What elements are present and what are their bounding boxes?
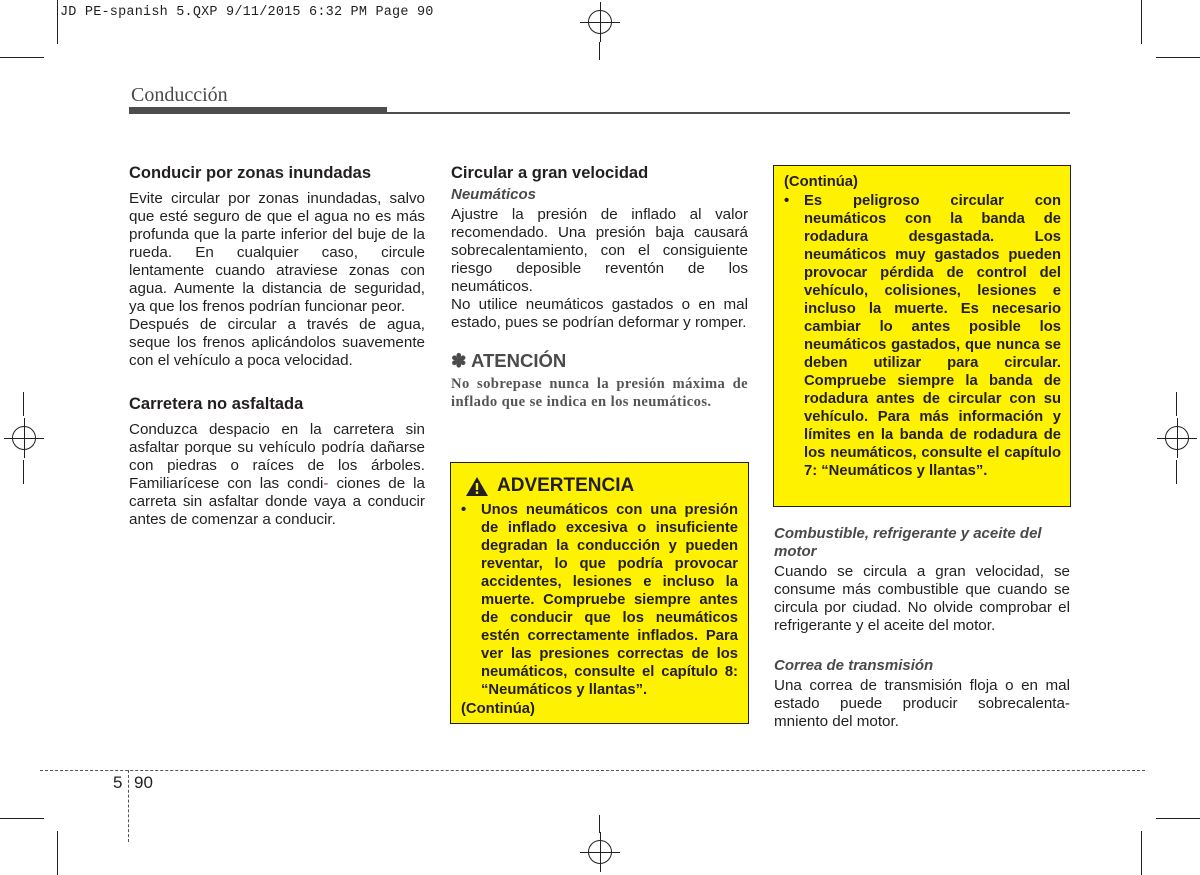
registration-tick	[23, 460, 24, 484]
crop-mark	[57, 0, 58, 44]
crop-mark	[1141, 831, 1142, 875]
warning-bullet-item	[461, 501, 738, 699]
registration-tick	[599, 42, 600, 60]
paragraph-part: ciones de la carreta sin asfaltar donde vaya a conducir antes de comenzar a conducir.	[129, 475, 425, 528]
column-left	[129, 163, 425, 529]
attention-title: ATENCIÓN	[470, 350, 567, 371]
registration-tick	[1176, 460, 1177, 484]
warning-text: Es peligroso circular con neumáticos con la banda de rodadura desgastada. Los neumáticos muy gastados pueden provocar pérdida de control del vehículo, colisiones, lesiones e incluso la muerte. Es necesario cambiar lo antes posible los neumáticos gastados, que nunca se deben utilizar para circular. Compruebe siempre la banda de rodadura antes de circular con su vehículo. Para más información y límites en la banda de rodadura de los neumáticos, consulte el capítulo 7: “Neumáticos y llantas”.	[804, 193, 1061, 479]
warning-header	[465, 475, 634, 497]
page-number: 90	[134, 773, 153, 792]
bullet: •	[784, 193, 790, 209]
registration-mark-icon	[1157, 418, 1197, 458]
crop-mark	[1141, 0, 1142, 44]
attention-icon: ✽	[451, 350, 467, 371]
paragraph: Cuando se circula a gran velocidad, se consume más combustible que cuando se circula por ciudad. No olvide comprobar el refrigerante y el aceite del motor.	[774, 563, 1070, 634]
header-rule-thick	[129, 107, 387, 114]
registration-mark-icon	[580, 2, 620, 42]
section-title: Conducción	[131, 84, 228, 106]
paragraph: Después de circular a través de agua, seque los frenos aplicándolos suavemente con el vehículo a poca velocidad.	[129, 316, 425, 369]
continued-label: (Continúa)	[784, 174, 858, 190]
warning-text: Unos neumáticos con una presión de inflado excesiva o insuficiente degradan la conducción y pueden reventar, lo que podría provocar accidentes, lesiones e incluso la muerte. Compruebe siempre antes de conducir que los neumáticos estén correctamente inflados. Para ver las presiones correctas de los neumáticos, consulte el capítulo 8: “Neumáticos y llantas”.	[481, 502, 738, 698]
crop-mark	[0, 818, 44, 819]
crop-mark	[57, 831, 58, 875]
chapter-number: 5	[113, 773, 123, 792]
footer-dashed-rule	[40, 770, 1145, 771]
warning-bullet-item	[784, 192, 1061, 480]
subheading-fuel-coolant-oil: Combustible, refrigerante y aceite del motor	[774, 525, 1042, 560]
paragraph: Evite circular por zonas inundadas, salvo que esté seguro de que el agua no es más profunda que la parte inferior del buje de la rueda. En cualquier caso, circule lentamente cuando atraviese zonas con agua. Aumente la distancia de seguridad, ya que los frenos podrían funcionar peor.	[129, 190, 425, 315]
warning-box-continued	[773, 165, 1071, 507]
paragraph-part: Conduzca despacio en la carretera sin asfaltar porque su vehículo podría dañarse con piedras o raíces de los árboles. Familiarícese con las condi	[129, 421, 425, 492]
paragraph: No utilice neumáticos gastados o en mal estado, pues se podrían deformar y romper.	[451, 296, 748, 331]
warning-title: ADVERTENCIA	[497, 475, 635, 496]
registration-tick	[599, 815, 600, 833]
crop-mark	[1156, 818, 1200, 819]
header-rule-thin	[387, 112, 1070, 114]
registration-tick	[23, 392, 24, 416]
registration-mark-icon	[580, 832, 620, 872]
paragraph: Ajustre la presión de inflado al valor recomendado. Una presión baja causará sobrecalentamiento, con el consiguiente riesgo deposible reventón de los neumáticos.	[451, 206, 748, 295]
heading-flooded-areas: Conducir por zonas inundadas	[129, 164, 372, 182]
bullet: •	[461, 502, 467, 518]
attention-heading	[451, 350, 748, 372]
crop-mark	[0, 57, 44, 58]
print-slug: JD PE-spanish 5.QXP 9/11/2015 6:32 PM Page 90	[60, 5, 434, 20]
column-right	[774, 525, 1070, 731]
warning-body	[461, 501, 738, 718]
registration-tick	[1176, 392, 1177, 416]
column-middle	[451, 163, 748, 411]
paragraph: Una correa de transmisión floja o en mal estado puede producir sobrecalenta-mniento del motor.	[774, 677, 1070, 730]
crop-mark	[1156, 57, 1200, 58]
continued-body	[784, 173, 1061, 480]
warning-box	[450, 462, 749, 724]
subheading-drive-belt: Correa de transmisión	[774, 657, 934, 674]
hyphen: -	[323, 475, 329, 492]
registration-mark-icon	[4, 418, 44, 458]
warning-triangle-icon	[465, 476, 489, 497]
attention-text: No sobrepase nunca la presión máxima de inflado que se indica en los neumáticos.	[451, 376, 748, 410]
heading-unpaved-road: Carretera no asfaltada	[129, 395, 304, 413]
paragraph	[129, 421, 425, 529]
footer-dashed-divider	[128, 770, 129, 842]
continues-label: (Continúa)	[461, 701, 535, 717]
heading-high-speed: Circular a gran velocidad	[451, 164, 649, 182]
subheading-tires: Neumáticos	[451, 186, 537, 203]
